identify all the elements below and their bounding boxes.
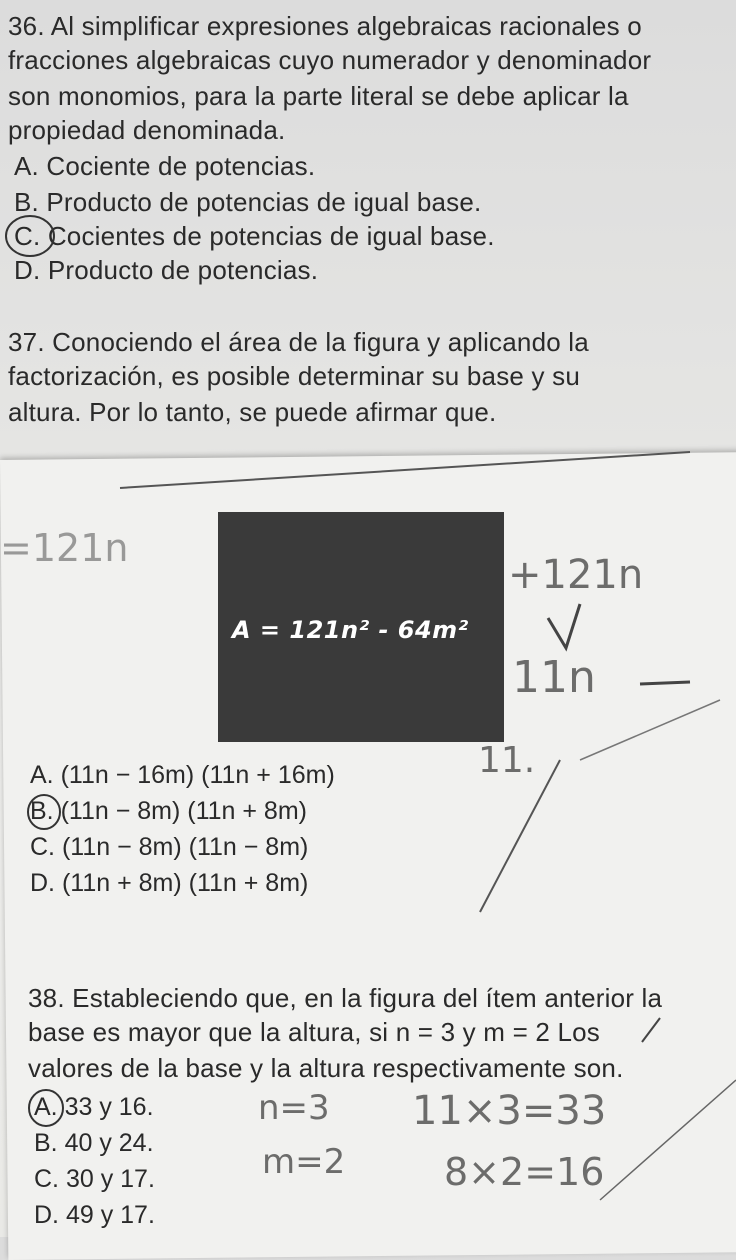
handwritten-calc-1: 11×3=33 — [412, 1088, 607, 1134]
area-figure — [218, 512, 504, 742]
q36-option-a[interactable]: A. Cociente de potencias. — [14, 151, 316, 181]
handwritten-left: =121n — [0, 526, 129, 570]
q38-line-2: base es mayor que la altura, si n = 3 y m = 2 Los — [28, 1017, 600, 1047]
handwritten-calc-2: 8×2=16 — [444, 1150, 605, 1194]
handwritten-right-top: +121n — [508, 552, 644, 598]
q37-option-a[interactable]: A. (11n − 16m) (11n + 16m) — [30, 761, 335, 789]
q38-line-1: 38. Estableciendo que, en la figura del ítem anterior la — [28, 983, 663, 1013]
q37-option-b[interactable]: B. (11n − 8m) (11n + 8m) — [30, 797, 307, 825]
q36-option-d[interactable]: D. Producto de potencias. — [14, 255, 319, 285]
q38-option-d[interactable]: D. 49 y 17. — [34, 1201, 155, 1229]
q37-line-1: 37. Conociendo el área de la figura y aplicando la — [8, 327, 589, 357]
q38-option-b[interactable]: B. 40 y 24. — [34, 1129, 154, 1157]
area-formula: A = 121n² - 64m² — [232, 616, 469, 644]
q37-line-3: altura. Por lo tanto, se puede afirmar que. — [8, 397, 497, 427]
q36-option-c[interactable]: C. Cocientes de potencias de igual base. — [14, 221, 495, 251]
q37-option-d[interactable]: D. (11n + 8m) (11n + 8m) — [30, 869, 309, 897]
q36-line-4: propiedad denominada. — [8, 115, 286, 145]
handwritten-right-low: 11. — [478, 740, 536, 781]
q36-option-b[interactable]: B. Producto de potencias de igual base. — [14, 187, 482, 217]
handwritten-m-value: m=2 — [262, 1142, 346, 1182]
q36-line-3: son monomios, para la parte literal se debe aplicar la — [8, 81, 629, 111]
q36-line-2: fracciones algebraicas cuyo numerador y denominador — [8, 45, 652, 75]
q38-option-c[interactable]: C. 30 y 17. — [34, 1165, 155, 1193]
handwritten-right-mid: 11n — [512, 652, 596, 703]
q38-line-3: valores de la base y la altura respectivamente son. — [28, 1053, 624, 1083]
q36-line-1: 36. Al simplificar expresiones algebraicas racionales o — [8, 11, 642, 41]
q37-line-2: factorización, es posible determinar su base y su — [8, 361, 580, 391]
handwritten-n-value: n=3 — [258, 1088, 330, 1128]
q37-option-c[interactable]: C. (11n − 8m) (11n − 8m) — [30, 833, 309, 861]
q38-option-a[interactable]: A. 33 y 16. — [34, 1093, 154, 1121]
